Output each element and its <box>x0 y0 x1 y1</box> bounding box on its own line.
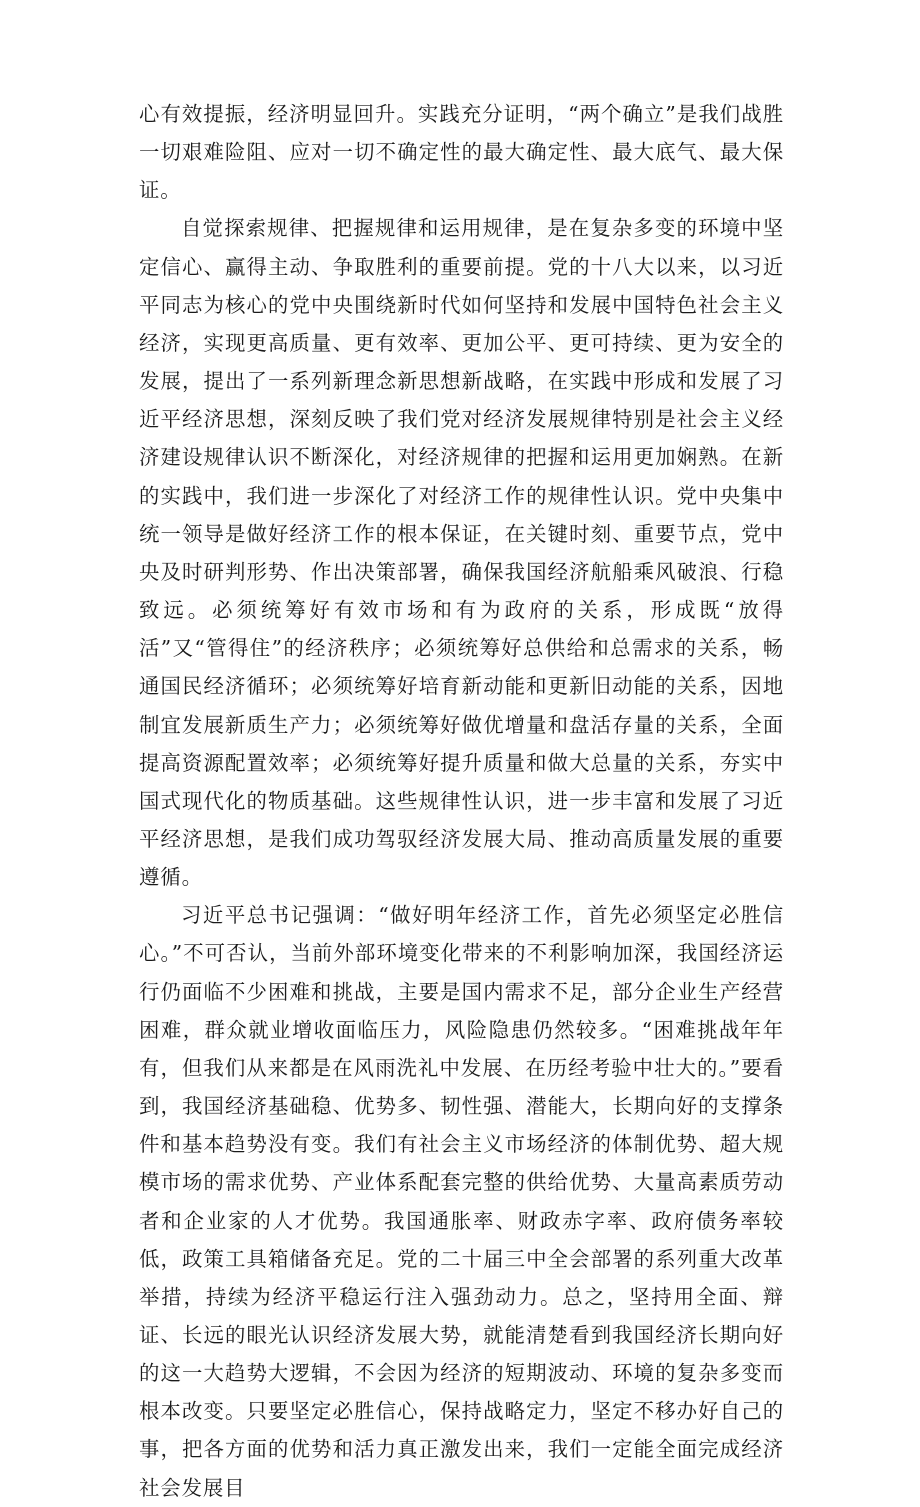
paragraph-continuation: 心有效提振，经济明显回升。实践充分证明，“两个确立”是我们战胜一切艰难险阻、应对一切不确定性的最大确定性、最大底气、最大保证。 <box>139 102 784 203</box>
paragraph-confidence: 习近平总书记强调：“做好明年经济工作，首先必须坚定必胜信心。”不可否认，当前外部环境变化带来的不利影响加深，我国经济运行仍面临不少困难和挑战，主要是国内需求不足，部分企业生产经营困难，群众就业增收面临压力，风险隐患仍然较多。“困难挑战年年有，但我们从来都是在风雨洗礼中发展、在历经考验中壮大的。”要看到，我国经济基础稳、优势多、韧性强、潜能大，长期向好的支撑条件和基本趋势没有变。我们有社会主义市场经济的体制优势、超大规模市场的需求优势、产业体系配套完整的供给优势、大量高素质劳动者和企业家的人才优势。我国通胀率、财政赤字率、政府债务率较低，政策工具箱储备充足。党的二十届三中全会部署的系列重大改革举措，持续为经济平稳运行注入强劲动力。总之，坚持用全面、辩证、长远的眼光认识经济发展大势，就能清楚看到我国经济长期向好的这一大趋势大逻辑，不会因为经济的短期波动、环境的复杂多变而根本改变。只要坚定必胜信心，保持战略定力，坚定不移办好自己的事，把各方面的优势和活力真正激发出来，我们一定能全面完成经济社会发展目 <box>139 903 784 1500</box>
paragraph-economic-laws: 自觉探索规律、把握规律和运用规律，是在复杂多变的环境中坚定信心、赢得主动、争取胜利的重要前提。党的十八大以来，以习近平同志为核心的党中央围绕新时代如何坚持和发展中国特色社会主义经济，实现更高质量、更有效率、更加公平、更可持续、更为安全的发展，提出了一系列新理念新思想新战略，在实践中形成和发展了习近平经济思想，深刻反映了我们党对经济发展规律特别是社会主义经济建设规律认识不断深化，对经济规律的把握和运用更加娴熟。在新的实践中，我们进一步深化了对经济工作的规律性认识。党中央集中统一领导是做好经济工作的根本保证，在关键时刻、重要节点，党中央及时研判形势、作出决策部署，确保我国经济航船乘风破浪、行稳致远。必须统筹好有效市场和有为政府的关系，形成既“放得活”又“管得住”的经济秩序；必须统筹好总供给和总需求的关系，畅通国民经济循环；必须统筹好培育新动能和更新旧动能的关系，因地制宜发展新质生产力；必须统筹好做优增量和盘活存量的关系，全面提高资源配置效率；必须统筹好提升质量和做大总量的关系，夯实中国式现代化的物质基础。这些规律性认识，进一步丰富和发展了习近平经济思想，是我们成功驾驭经济发展大局、推动高质量发展的重要遵循。 <box>139 216 784 890</box>
article-body <box>139 95 784 1507</box>
